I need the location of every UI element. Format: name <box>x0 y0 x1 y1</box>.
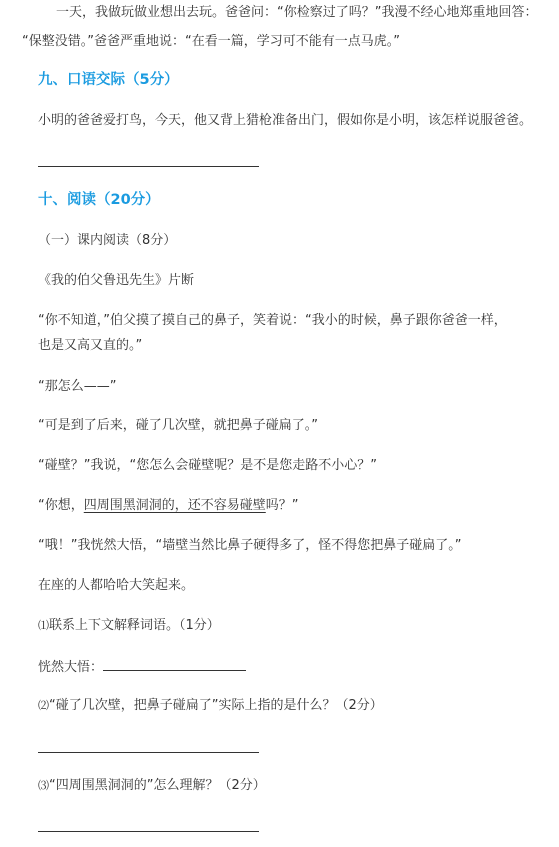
question-3-text: “四周围黑洞洞的”怎么理解？（2分） <box>49 778 266 793</box>
passage-line-5-post: 吗？” <box>265 498 299 513</box>
question-2-number: ⑵ <box>38 699 49 712</box>
passage-line-5 <box>38 498 299 514</box>
question-1 <box>38 618 220 634</box>
passage-line-2: “那怎么——” <box>38 379 117 394</box>
answer-blank-line <box>38 166 259 167</box>
question-2-text: “碰了几次壁，把鼻子碰扁了”实际上指的是什么？（2分） <box>49 698 383 713</box>
passage-line-1b: 也是又高又直的。” <box>38 338 143 353</box>
question-1-number: ⑴ <box>38 619 49 632</box>
passage-source: 《我的伯父鲁迅先生》片断 <box>38 273 195 288</box>
passage-line-3: “可是到了后来，碰了几次壁，就把鼻子碰扁了。” <box>38 418 318 433</box>
text-line-2: “保整没错。”爸爸严重地说：“在看一篇，学习可不能有一点马虎。” <box>22 34 400 49</box>
passage-line-7: 在座的人都哈哈大笑起来。 <box>38 578 195 593</box>
underlined-phrase: 四周围黑洞洞的，还不容易碰壁 <box>83 498 266 513</box>
passage-line-6: “哦！”我恍然大悟，“墙壁当然比鼻子硬得多了，怪不得您把鼻子碰扁了。” <box>38 538 462 553</box>
section-9-heading: 九、口语交际（5分） <box>38 72 179 88</box>
question-2 <box>38 698 383 714</box>
text-line-1: 一天，我做玩做业想出去玩。爸爸问：“你检察过了吗？”我漫不经心地郑重地回答： <box>56 5 538 20</box>
passage-line-1a: “你不知道，”伯父摸了摸自己的鼻子，笑着说：“我小的时候，鼻子跟你爸爸一样， <box>38 313 507 328</box>
answer-blank-line <box>38 752 259 753</box>
passage-line-5-pre: “你想， <box>38 498 84 513</box>
section-9-prompt: 小明的爸爸爱打鸟，今天，他又背上猎枪准备出门，假如你是小明，该怎样说服爸爸。 <box>38 113 533 128</box>
answer-blank-line <box>38 831 259 832</box>
question-3 <box>38 778 266 794</box>
answer-blank-inline[interactable] <box>103 658 246 671</box>
question-3-number: ⑶ <box>38 779 49 792</box>
question-1-answer <box>38 658 246 676</box>
question-1-label: 恍然大悟： <box>38 660 104 675</box>
section-10-subheading: （一）课内阅读（8分） <box>38 233 177 248</box>
section-10-heading: 十、阅读（20分） <box>38 192 160 208</box>
passage-line-4: “碰壁？”我说，“您怎么会碰壁呢？是不是您走路不小心？” <box>38 458 377 473</box>
question-1-text: 联系上下文解释词语。（1分） <box>49 618 220 633</box>
